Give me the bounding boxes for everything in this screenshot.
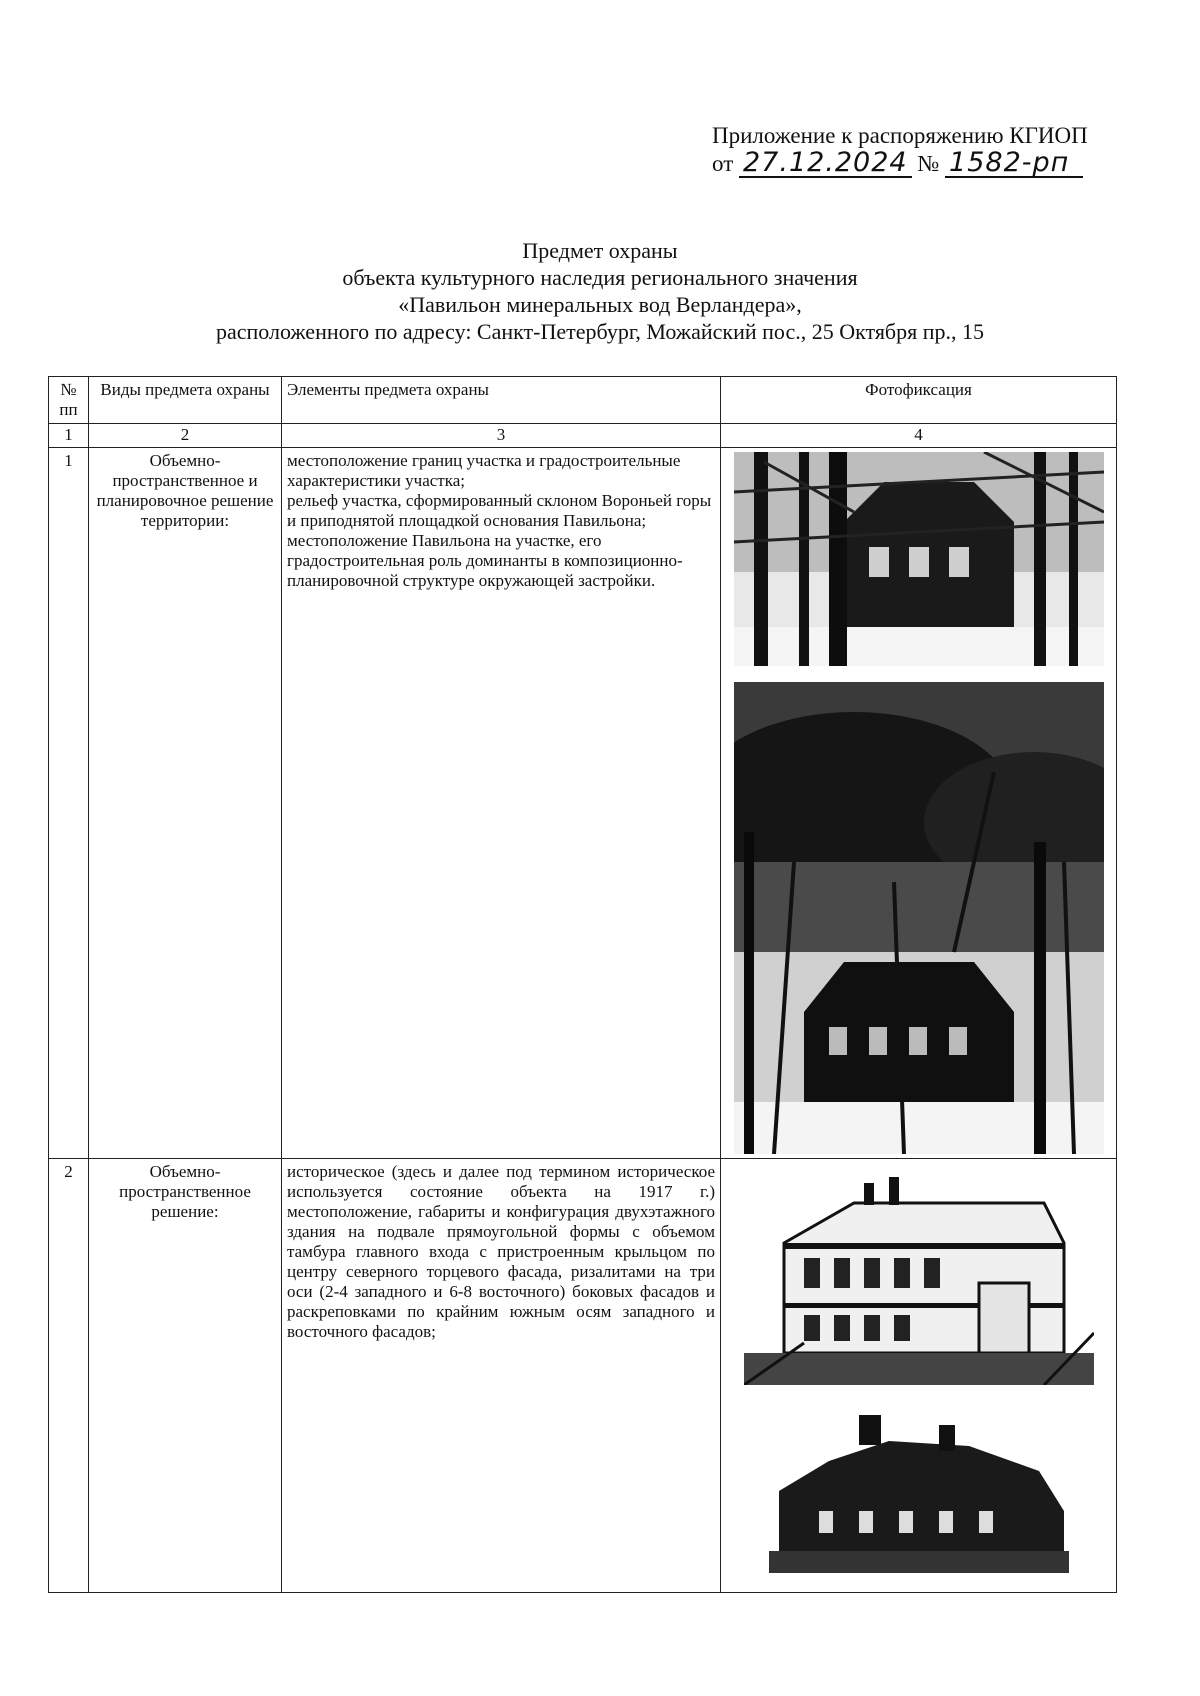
table-row xyxy=(49,1159,1117,1593)
number-prefix: № xyxy=(917,151,940,176)
handwritten-number: 1582-рп xyxy=(945,150,1083,178)
header-num: № пп xyxy=(49,377,89,424)
col-number: 3 xyxy=(282,424,721,448)
photo-cell xyxy=(721,448,1117,1159)
protection-type: Объемно-пространственное решение: xyxy=(89,1159,282,1593)
title-line-1: Предмет охраны xyxy=(522,238,678,263)
title-line-2: объекта культурного наследия регионального значения xyxy=(342,265,858,290)
protection-subject-table xyxy=(48,376,1117,1593)
date-prefix: от xyxy=(712,151,734,176)
row-number: 2 xyxy=(49,1159,89,1593)
photo-cell xyxy=(721,1159,1117,1593)
photo-pavilion-roof xyxy=(769,1401,1069,1573)
date-number-line xyxy=(712,147,1132,178)
col-number: 2 xyxy=(89,424,282,448)
protection-elements xyxy=(282,1159,721,1593)
header-photo: Фотофиксация xyxy=(721,377,1117,424)
element-item: местоположение Павильона на участке, его градостроительная роль доминанты в композиционно-планировочной структуре окружающей застройки. xyxy=(287,531,683,590)
protection-elements xyxy=(282,448,721,1159)
row-number: 1 xyxy=(49,448,89,1159)
table-header-row xyxy=(49,377,1117,424)
document-title xyxy=(0,237,1200,345)
handwritten-date: 27.12.2024 xyxy=(739,150,912,178)
header-elements: Элементы предмета охраны xyxy=(282,377,721,424)
table-row xyxy=(49,448,1117,1159)
photo-pavilion-winter xyxy=(734,682,1104,1154)
document-header xyxy=(712,122,1132,178)
header-types: Виды предмета охраны xyxy=(89,377,282,424)
photo-pavilion-in-trees xyxy=(734,452,1104,666)
element-item: историческое (здесь и далее под термином историческое используется состояние объекта на 1917 г.) местоположение, габариты и конфигурация двухэтажного здания на подвале прямоугольной формы с объемом тамбура главного входа с пристроенным крыльцом по центру северного торцевого фасада, ризалитами на три оси (2-4 западного и 6-8 восточного) боковых фасадов и раскреповками по крайним южным осям западного и восточного фасадов; xyxy=(287,1162,715,1341)
protection-type: Объемно-пространственное и планировочное решение территории: xyxy=(89,448,282,1159)
title-line-3: «Павильон минеральных вод Верландера», xyxy=(398,292,802,317)
element-item: местоположение границ участка и градостроительные характеристики участка; xyxy=(287,451,681,490)
element-item: рельеф участка, сформированный склоном Вороньей горы и приподнятой площадкой основания Павильона; xyxy=(287,491,712,530)
photo-pavilion-facade xyxy=(744,1163,1094,1385)
col-number: 1 xyxy=(49,424,89,448)
col-number: 4 xyxy=(721,424,1117,448)
title-line-4: расположенного по адресу: Санкт-Петербург, Можайский пос., 25 Октября пр., 15 xyxy=(215,319,985,344)
appendix-line: Приложение к распоряжению КГИОП xyxy=(712,123,1088,148)
column-number-row xyxy=(49,424,1117,448)
